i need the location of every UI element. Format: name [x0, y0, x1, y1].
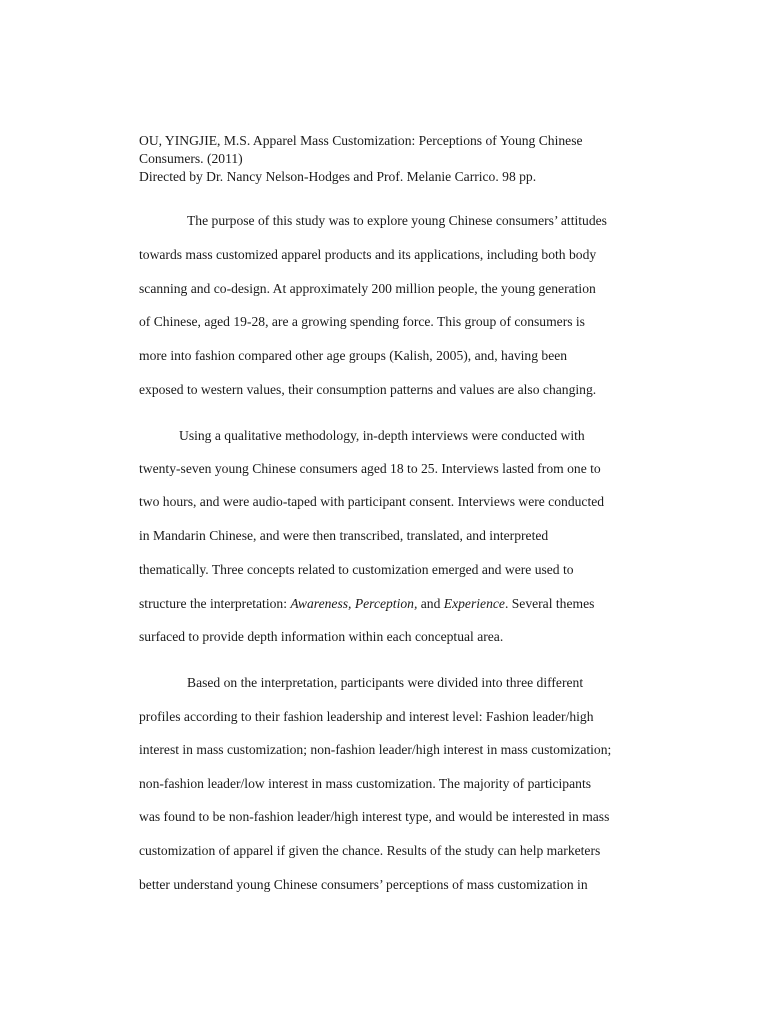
text-line: in Mandarin Chinese, and were then transcribed, translated, and interpreted — [139, 528, 549, 543]
header-directors-line: Directed by Dr. Nancy Nelson-Hodges and Prof. Melanie Carrico. 98 pp. — [139, 169, 537, 184]
text-line: non-fashion leader/low interest in mass customization. The majority of participants — [139, 776, 592, 791]
text-line: interest in mass customization; non-fashion leader/high interest in mass customization; — [139, 742, 612, 757]
text-line: customization of apparel if given the chance. Results of the study can help marketers — [139, 843, 601, 858]
text-line: profiles according to their fashion leadership and interest level: Fashion leader/high — [139, 709, 594, 724]
text-line: was found to be non-fashion leader/high interest type, and would be interested in mass — [139, 809, 610, 824]
header-title-line: OU, YINGJIE, M.S. Apparel Mass Customization: Perceptions of Young Chinese — [139, 133, 583, 148]
text-line: surfaced to provide depth information within each conceptual area. — [139, 629, 504, 644]
text-line: of Chinese, aged 19-28, are a growing spending force. This group of consumers is — [139, 314, 585, 329]
text-line: exposed to western values, their consumption patterns and values are also changing. — [139, 382, 597, 397]
text-segment: structure the interpretation: — [139, 596, 291, 611]
text-line: Based on the interpretation, participants were divided into three different — [187, 675, 584, 690]
text-line: two hours, and were audio-taped with participant consent. Interviews were conducted — [139, 494, 605, 509]
text-line: twenty-seven young Chinese consumers aged 18 to 25. Interviews lasted from one to — [139, 461, 601, 476]
text-line: The purpose of this study was to explore young Chinese consumers’ attitudes — [187, 213, 607, 228]
text-segment: and — [417, 596, 444, 611]
concept-name-experience: Experience — [443, 596, 505, 611]
header-title-continued: Consumers. (2011) — [139, 151, 243, 166]
concept-names: Awareness, Perception, — [290, 596, 418, 611]
text-line: better understand young Chinese consumers’ perceptions of mass customization in — [139, 877, 588, 892]
text-line: scanning and co-design. At approximately 200 million people, the young generation — [139, 281, 596, 296]
abstract-header — [139, 132, 699, 186]
text-line: thematically. Three concepts related to customization emerged and were used to — [139, 562, 574, 577]
text-segment: . Several themes — [504, 596, 595, 611]
text-line: more into fashion compared other age groups (Kalish, 2005), and, having been — [139, 348, 568, 363]
text-line-concepts — [139, 596, 594, 612]
text-line: Using a qualitative methodology, in-depth interviews were conducted with — [179, 428, 585, 443]
text-line: towards mass customized apparel products and its applications, including both body — [139, 247, 597, 262]
